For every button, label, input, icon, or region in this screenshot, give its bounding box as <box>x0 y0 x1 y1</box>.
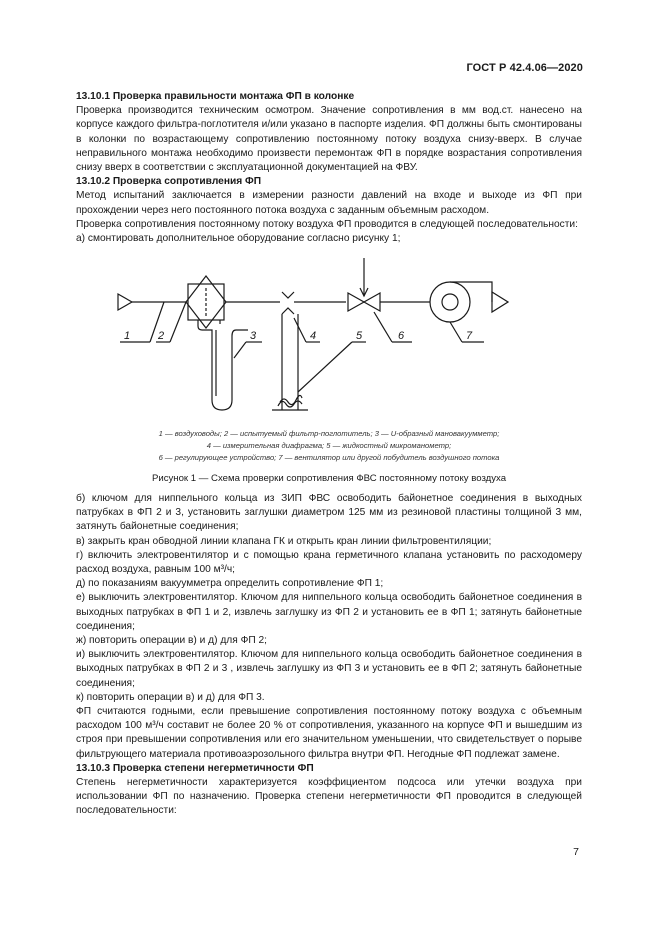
procedure-steps <box>76 492 582 819</box>
label-5: 5 <box>356 330 363 342</box>
acceptance-criteria: ФП считаются годными, если превышение сопротивления постоянному потоку воздуха с объемным расходом 100 м³/ч составит не более 20 % от сопротивления, указанного на корпусе ФП и вышедшим из строя при превышении сопротивления или его значительном уменьшении, что свидетельствует о порыве фильтрующего материала противоаэрозольного фильтра внутри ФП. Негодные ФП подлежат замене. <box>76 706 582 760</box>
label-2: 2 <box>158 330 165 342</box>
step: д) по показаниям вакуумметра определить сопротивление ФП 1; <box>76 578 384 590</box>
label-6: 6 <box>398 330 405 342</box>
fan-icon <box>430 282 470 322</box>
label-3: 3 <box>250 330 257 342</box>
test-scheme-diagram <box>112 258 532 428</box>
step: в) закрыть кран обводной линии клапана ГК и открыть кран линии фильтровентиляции; <box>76 535 492 547</box>
step: ж) повторить операции в) и д) для ФП 2; <box>76 635 267 647</box>
paragraph: Проверка сопротивления постоянному потоку воздуха ФП проводится в следующей последовательности: <box>76 218 578 230</box>
valve-left-icon <box>348 293 364 311</box>
label-1: 1 <box>124 330 131 342</box>
paragraph: Степень негерметичности характеризуется коэффициентом подсоса или утечки воздуха при использовании ФП по назначению. Проверка степени негерметичности ФП проводится в следующей последовательности: <box>76 777 582 817</box>
section-title: 13.10.3 Проверка степени негерметичности ФП <box>76 762 314 774</box>
label-7: 7 <box>466 330 473 342</box>
paragraph: а) смонтировать дополнительное оборудование согласно рисунку 1; <box>76 233 401 245</box>
fan-hub <box>442 294 458 310</box>
page-number: 7 <box>573 846 579 858</box>
section-13-10-1 <box>76 90 582 246</box>
section-title: 13.10.1 Проверка правильности монтажа ФП в колонке <box>76 91 355 102</box>
paragraph: Проверка производится техническим осмотром. Значение сопротивления в мм вод.ст. нанесено на корпусе каждого фильтра-поглотителя и/или указано в паспорте изделия. ФП должны быть смонтированы в колонки по возрастающему сопротивлению постоянному потоку воздуха снизу-вверх. В случае неправильного монтажа необходимо произвести перемонтаж ФП в порядке возрастания сопротивления снизу вверх в соответствии с эксплуатационной документацией на ФВУ. <box>76 105 582 174</box>
figure-legend-line: 4 — измерительная диафрагма; 5 — жидкостный микроманометр; <box>206 441 452 450</box>
step: е) выключить электровентилятор. Ключом для ниппельного кольца освободить байонетное соединения в выходных патрубках в ФП 1 и 2, извлечь заглушку из ФП 2 и установить ее в ФП 1; затянуть байонетные соединения; <box>76 592 582 632</box>
paragraph: Метод испытаний заключается в измерении разности давлений на входе и выходе из ФП при прохождении через него постоянного потока воздуха с заданным объемным расходом. <box>76 190 582 216</box>
figure-caption: Рисунок 1 — Схема проверки сопротивления ФВС постоянному потоку воздуха <box>151 473 507 484</box>
inlet-arrow <box>118 294 132 310</box>
liquid-level <box>280 395 302 404</box>
diaphragm-top-icon <box>282 292 294 298</box>
figure-legend-line: 6 — регулирующее устройство; 7 — вентилятор или другой побудитель воздушного потока <box>158 453 500 462</box>
outlet-arrow-icon <box>492 292 508 312</box>
document-id: ГОСТ Р 42.4.06—2020 <box>466 62 583 74</box>
fan-housing <box>450 282 492 302</box>
diaphragm-bottom-icon <box>282 308 294 314</box>
step: г) включить электровентилятор и с помощью крана герметичного клапана установить по расходомеру расход воздуха, равным 100 м³/ч; <box>76 549 582 576</box>
valve-right-icon <box>364 293 380 311</box>
step: б) ключом для ниппельного кольца из ЗИП ФВС освободить байонетное соединения в выходных патрубках в ФП 2 и 3, установить заглушки диаметром 125 мм из резиновой пластины толщиной 3 мм, затянуть байонетные соединения; <box>76 493 582 533</box>
label-4: 4 <box>310 330 317 342</box>
step: и) выключить электровентилятор. Ключом для ниппельного кольца освободить байонетное соединения в выходных патрубках в ФП 2 и 3 , извлечь заглушку из ФП 3 и установить ее в ФП 2; затянуть байонетные соединения; <box>76 649 582 689</box>
u-manometer-icon <box>198 320 248 410</box>
section-title: 13.10.2 Проверка сопротивления ФП <box>76 176 262 188</box>
figure-legend-line: 1 — воздуховоды; 2 — испытуемый фильтр-поглотитель; 3 — U-образный мановакуумметр; <box>158 429 500 438</box>
step: к) повторить операции в) и д) для ФП 3. <box>76 691 265 703</box>
